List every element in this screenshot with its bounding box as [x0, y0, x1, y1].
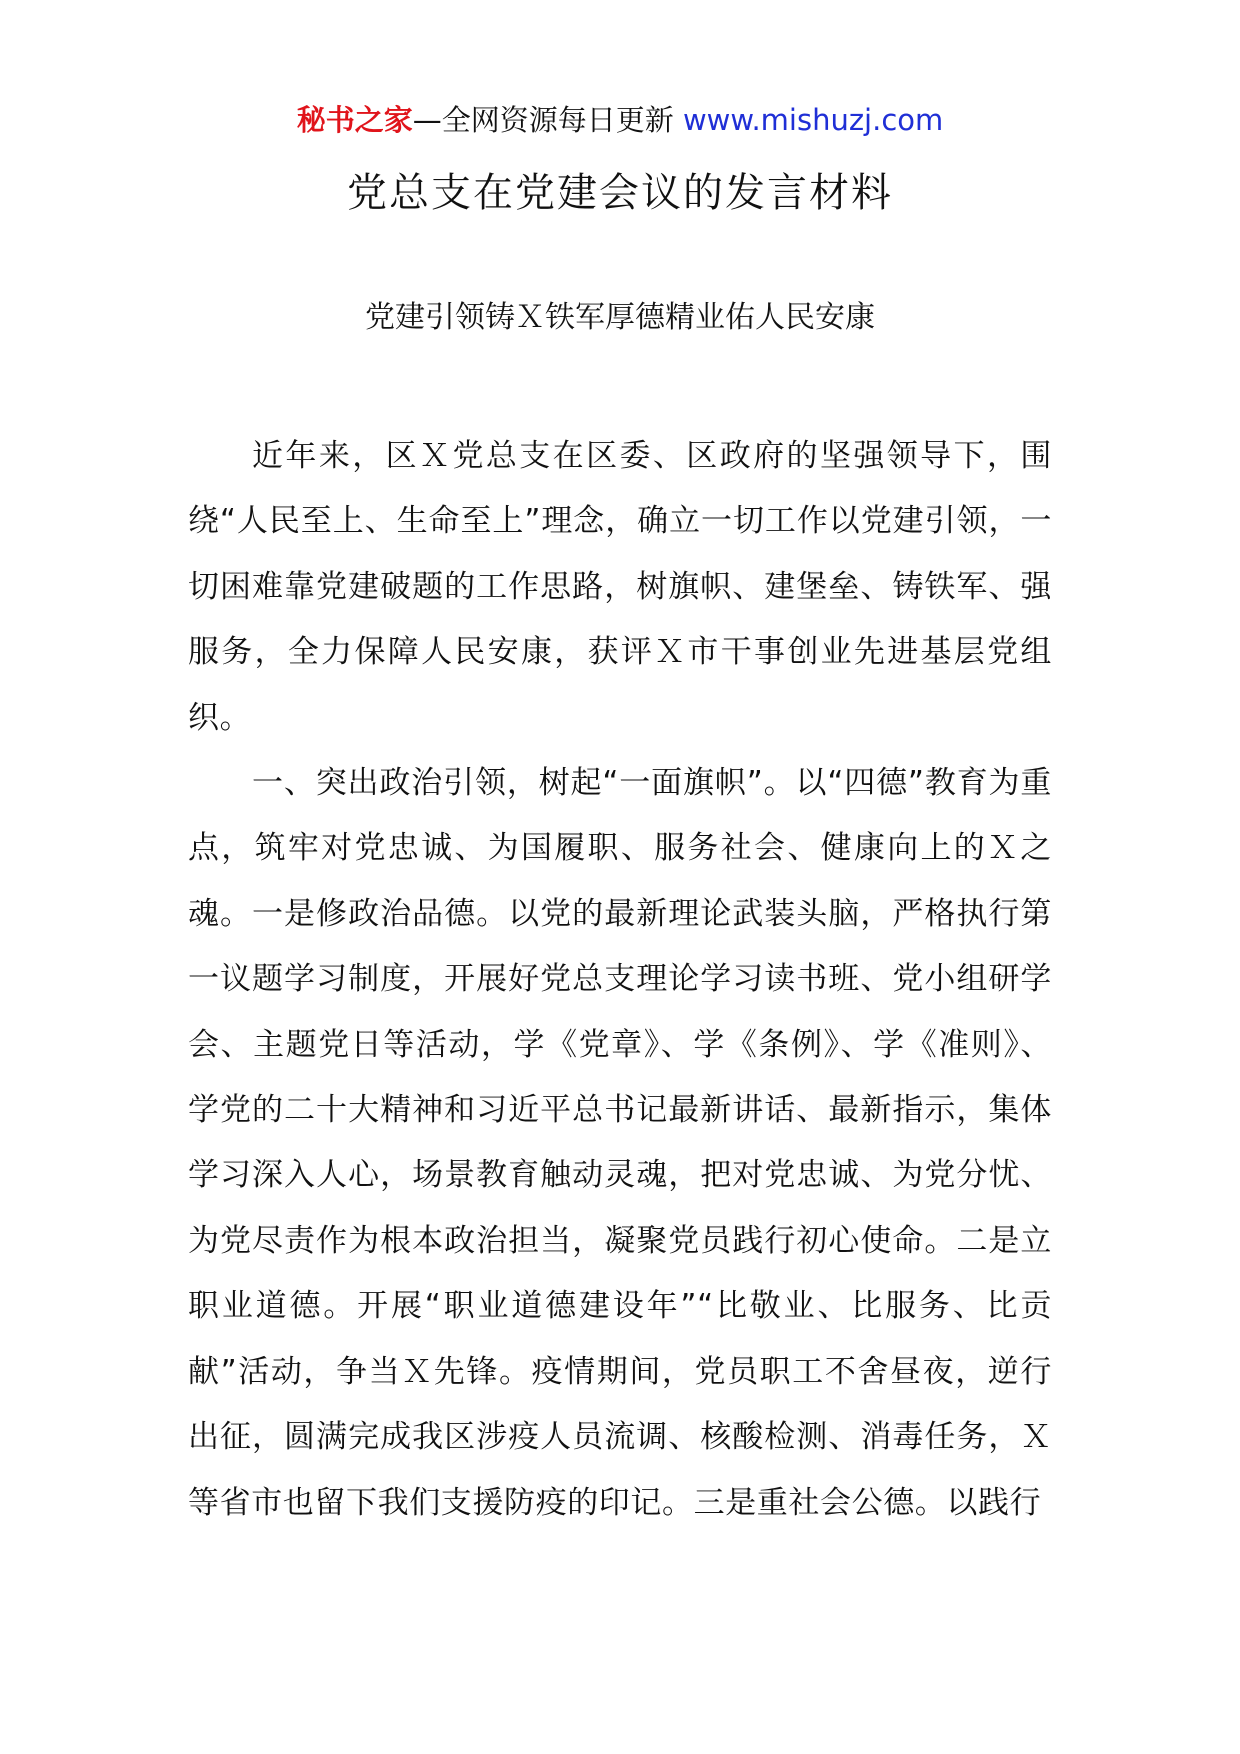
- body-paragraph: 近年来，区Ｘ党总支在区委、区政府的坚强领导下，围绕“人民至上、生命至上”理念，确立一切工作以党建引领，一切困难靠党建破题的工作思路，树旗帜、建堡垒、铸铁军、强服务，全力保障人民安康，获评Ｘ市干事创业先进基层党组织。: [188, 438, 1052, 736]
- header-slogan: —全网资源每日更新: [412, 103, 674, 137]
- body-paragraph: 一、突出政治引领，树起“一面旗帜”。以“四德”教育为重点，筑牢对党忠诚、为国履职、服务社会、健康向上的Ｘ之魂。一是修政治品德。以党的最新理论武装头脑，严格执行第一议题学习制度，开展好党总支理论学习读书班、党小组研学会、主题党日等活动，学《党章》、学《条例》、学《准则》、学党的二十大精神和习近平总书记最新讲话、最新指示，集体学习深入人心，场景教育触动灵魂，把对党忠诚、为党分忧、为党尽责作为根本政治担当，凝聚党员践行初心使命。二是立职业道德。开展“职业道德建设年”“比敬业、比服务、比贡献”活动，争当Ｘ先锋。疫情期间，党员职工不舍昼夜，逆行出征，圆满完成我区涉疫人员流调、核酸检测、消毒任务，Ｘ等省市也留下我们支援防疫的印记。三是重社会公德。以践行: [188, 765, 1052, 1521]
- site-header: [0, 100, 1240, 140]
- site-url-link[interactable]: www.mishuzj.com: [682, 103, 944, 137]
- document-title: 党总支在党建会议的发言材料: [347, 170, 893, 216]
- document-body: [188, 424, 1052, 1536]
- document-subtitle: 党建引领铸Ｘ铁军厚德精业佑人民安康: [365, 300, 875, 335]
- brand-name: 秘书之家: [296, 103, 413, 137]
